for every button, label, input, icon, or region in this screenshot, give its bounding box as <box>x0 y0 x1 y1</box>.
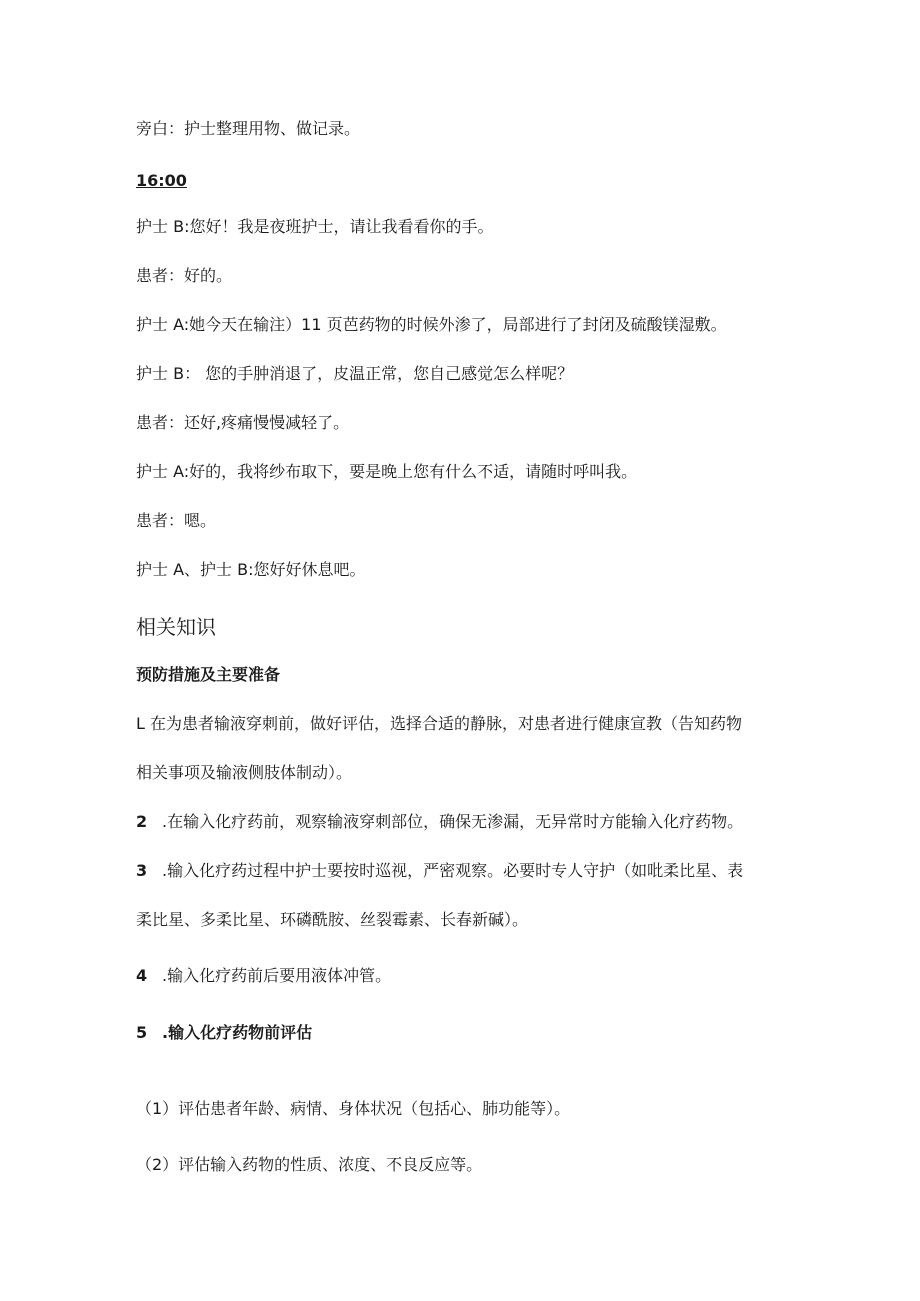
list-item-2 <box>136 811 800 833</box>
dialogue-line: 患者：还好,疼痛慢慢减轻了。 <box>136 413 350 432</box>
narration-line: 旁白：护士整理用物、做记录。 <box>136 119 361 138</box>
list-item-5 <box>136 1022 800 1044</box>
dialogue-line: 护士 A、护士 B:您好好休息吧。 <box>136 560 366 579</box>
list-number: 2 <box>136 812 148 831</box>
dialogue-line: 患者：嗯。 <box>136 511 217 530</box>
list-number: 5 <box>136 1023 148 1042</box>
dialogue-line: 护士 A:好的，我将纱布取下，要是晚上您有什么不适，请随时呼叫我。 <box>136 462 638 481</box>
list-item-1-line-1: L 在为患者输液穿刺前，做好评估，选择合适的静脉，对患者进行健康宣教（告知药物 <box>136 714 743 733</box>
dialogue-line: 护士 B： 您的手肿消退了，皮温正常，您自己感觉怎么样呢？ <box>136 364 574 383</box>
timestamp: 16:00 <box>136 171 187 190</box>
list-item-text: .输入化疗药物前评估 <box>162 1023 313 1042</box>
section-title: 相关知识 <box>136 615 216 639</box>
list-item-text: .输入化疗药前后要用液体冲管。 <box>162 966 392 985</box>
list-number: 3 <box>136 861 148 880</box>
dialogue-line: 护士 B:您好！我是夜班护士，请让我看看你的手。 <box>136 217 494 236</box>
sub-item-2: （2）评估输入药物的性质、浓度、不良反应等。 <box>136 1155 483 1174</box>
sub-item-1: （1）评估患者年龄、病情、身体状况（包括心、肺功能等）。 <box>136 1099 571 1118</box>
list-item-1-line-2: 相关事项及输液侧肢体制动）。 <box>136 763 353 782</box>
subsection-title: 预防措施及主要准备 <box>136 665 281 684</box>
list-item-text: .在输入化疗药前，观察输液穿刺部位，确保无渗漏，无异常时方能输入化疗药物。 <box>162 812 744 831</box>
list-item-text: .输入化疗药过程中护士要按时巡视，严密观察。必要时专人守护（如吡柔比星、表 <box>162 861 744 880</box>
list-item-3-line-2: 柔比星、多柔比星、环磷酰胺、丝裂霉素、长春新碱）。 <box>136 910 529 929</box>
list-item-3-line-1 <box>136 860 800 882</box>
list-number: 4 <box>136 966 148 985</box>
dialogue-line: 护士 A:她今天在输注）11 页芭药物的时候外渗了，局部进行了封闭及硫酸镁湿敷。 <box>136 315 727 334</box>
dialogue-line: 患者：好的。 <box>136 266 233 285</box>
list-item-4 <box>136 965 800 987</box>
